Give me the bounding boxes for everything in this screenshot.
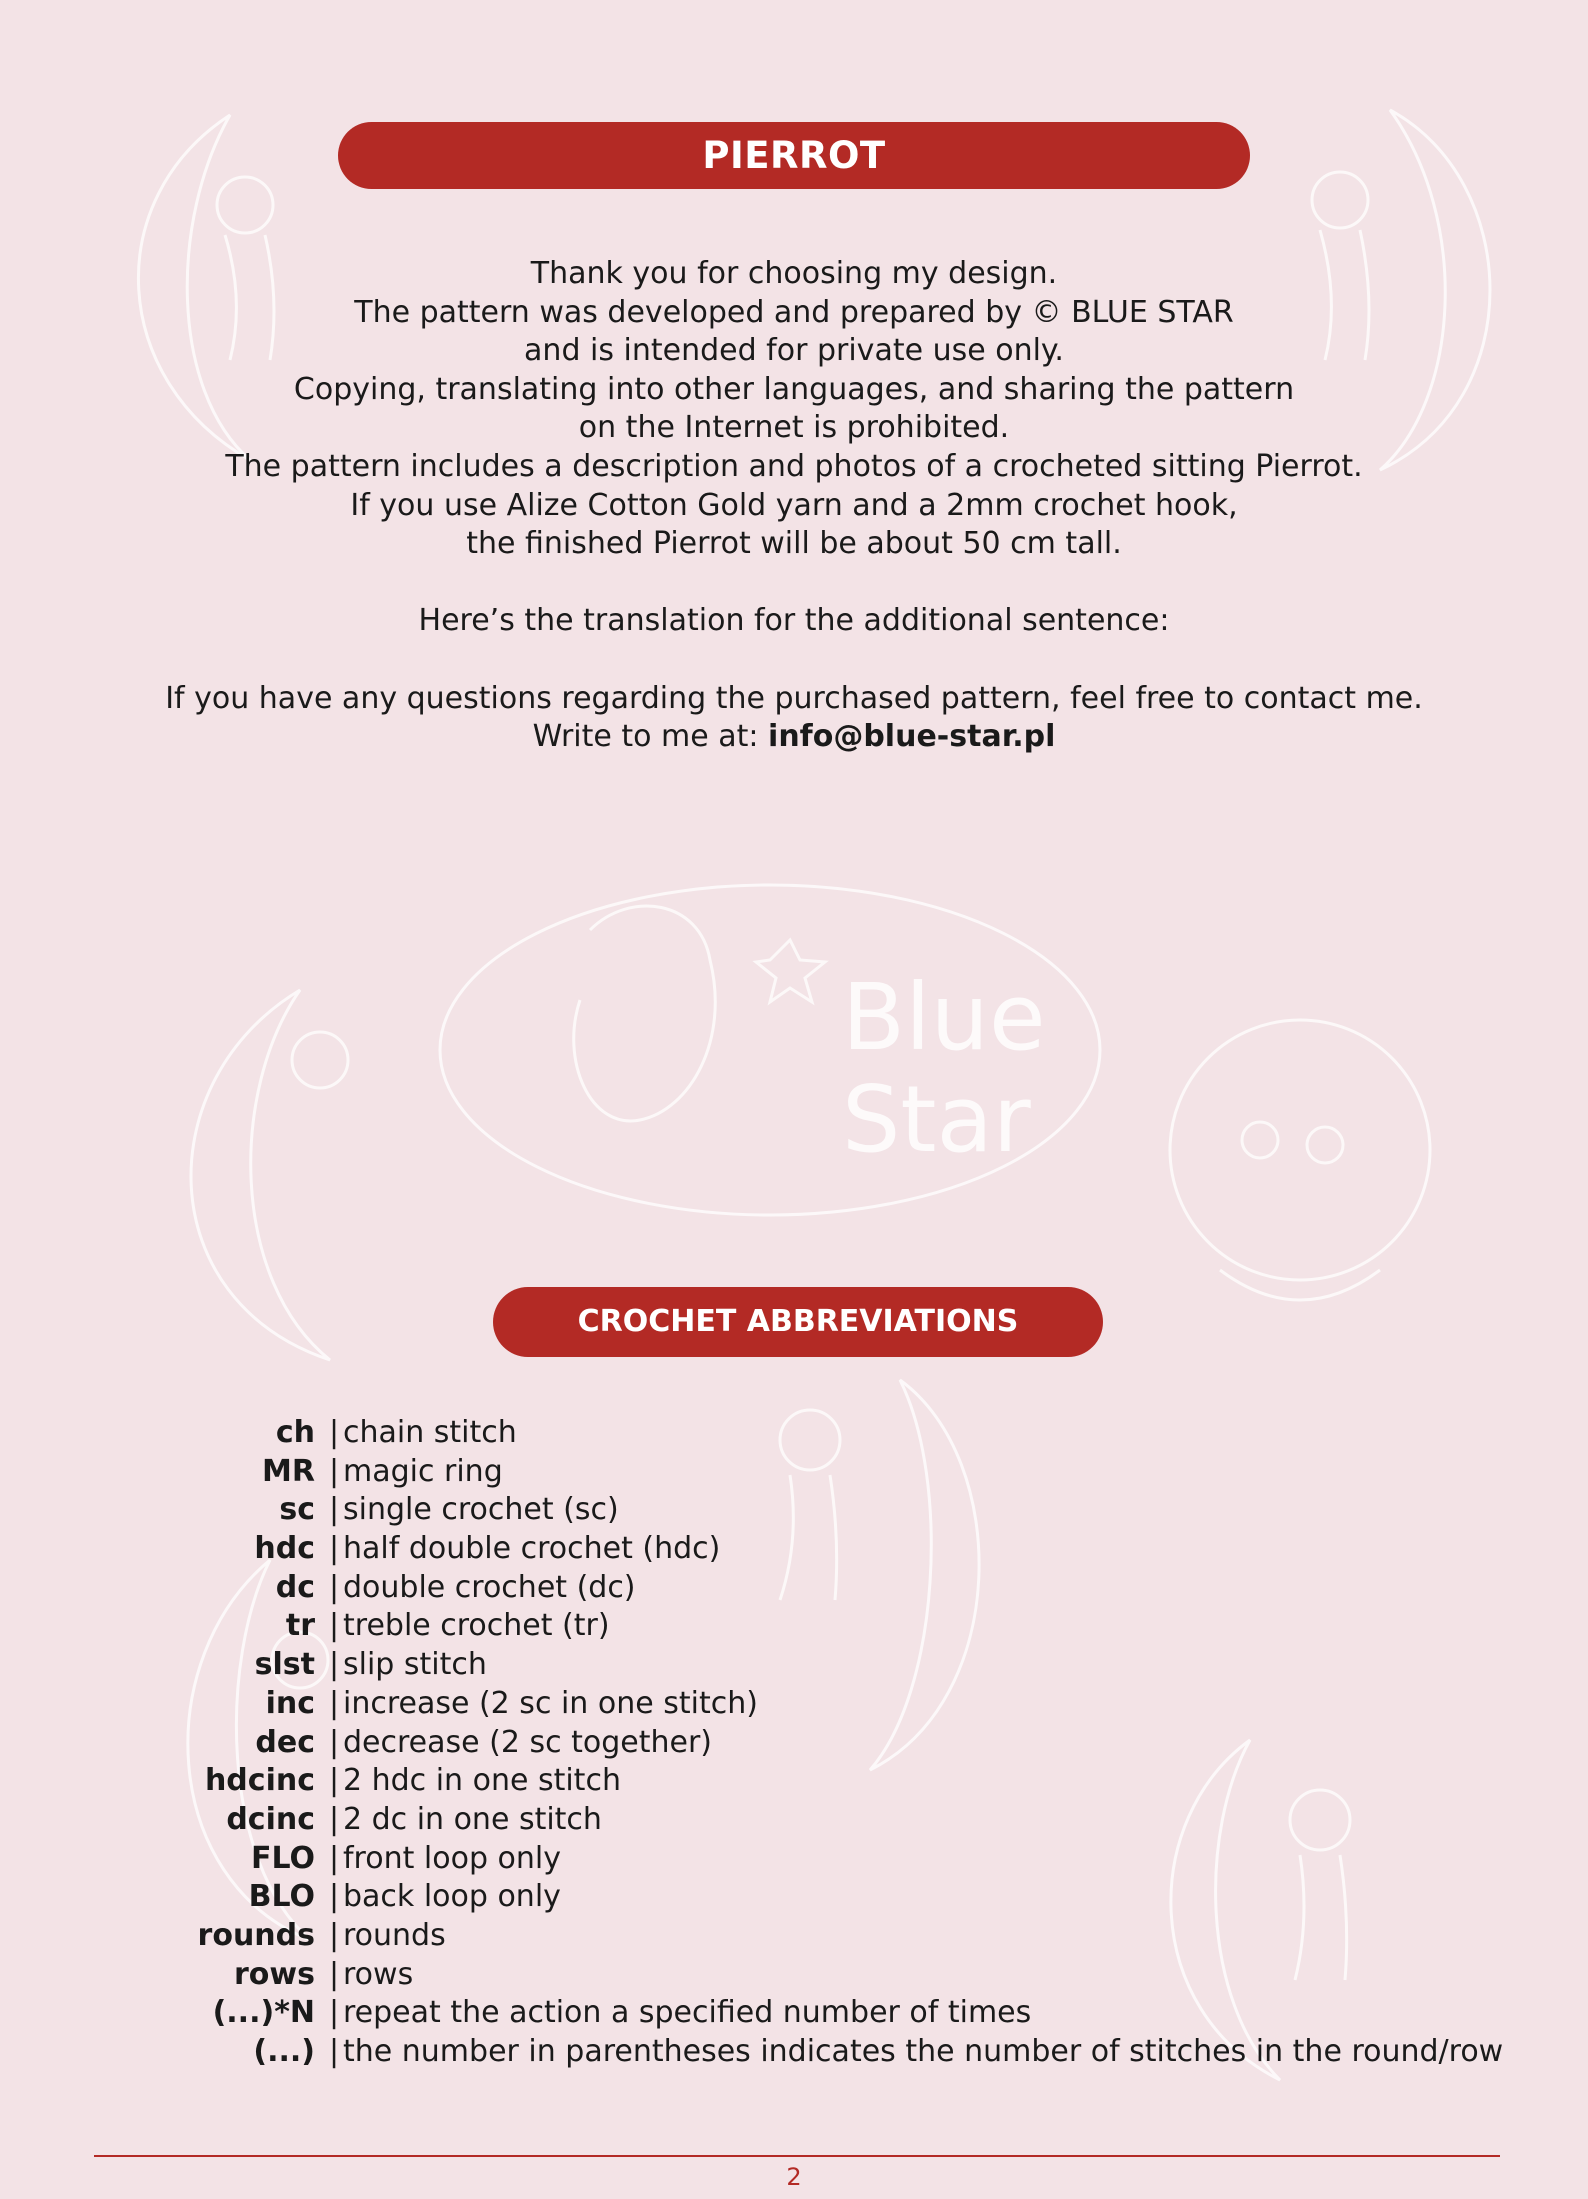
abbreviation-key: rounds [197,1917,315,1953]
abbreviation-description: rows [343,1956,414,1992]
abbreviation-separator: | [329,1569,340,1605]
abbreviation-key: slst [254,1647,315,1683]
abbreviation-separator: | [329,1685,340,1721]
abbreviation-description: 2 hdc in one stitch [343,1763,621,1799]
abbreviation-description: slip stitch [343,1647,487,1683]
abbreviation-key: (...)*N [212,1995,315,2031]
abbreviation-row [100,1917,1560,1956]
abbreviation-row [100,1724,1560,1763]
contact-line: If you have any questions regarding the purchased pattern, feel free to contact me. [165,680,1423,716]
abbreviation-separator: | [329,1801,340,1837]
abbreviation-separator: | [329,1531,340,1567]
abbreviation-separator: | [329,1995,340,2031]
abbreviation-separator: | [329,1840,340,1876]
abbreviation-key: BLO [248,1879,315,1915]
abbreviation-separator: | [329,1917,340,1953]
write-to-line [0,718,1588,757]
title-banner: PIERROT [338,122,1250,189]
abbreviation-row [100,2033,1560,2072]
abbreviation-separator: | [329,1608,340,1644]
abbreviation-row [100,1762,1560,1801]
abbreviation-key: rows [234,1956,315,1992]
abbreviation-description: repeat the action a specified number of times [343,1995,1032,2031]
abbreviation-row [100,1840,1560,1879]
abbreviation-separator: | [329,1956,340,1992]
abbreviation-separator: | [329,1647,340,1683]
intro-line: Copying, translating into other languages, and sharing the pattern [293,371,1295,407]
abbreviation-separator: | [329,1415,340,1450]
abbreviation-row [100,1801,1560,1840]
intro-line: on the Internet is prohibited. [578,410,1010,446]
abbreviation-row [100,1491,1560,1530]
translation-note: Here’s the translation for the additional sentence: [418,603,1170,639]
abbreviation-key: FLO [250,1840,315,1876]
abbreviation-row [100,1569,1560,1608]
abbreviation-separator: | [329,1724,340,1760]
abbreviation-row [100,1685,1560,1724]
abbreviation-key: sc [279,1492,315,1528]
abbreviation-row [100,1956,1560,1995]
abbreviation-key: ch [275,1415,315,1450]
abbreviation-description: double crochet (dc) [343,1569,636,1605]
abbreviations-banner: CROCHET ABBREVIATIONS [493,1287,1103,1357]
intro-line: The pattern includes a description and photos of a crocheted sitting Pierrot. [225,448,1363,484]
write-prefix: Write to me at: [532,719,769,755]
abbreviation-key: dc [275,1569,315,1605]
abbreviation-key: (...) [253,2034,315,2069]
abbreviation-key: MR [262,1453,315,1489]
logo-text-line1: Blue [842,964,1046,1071]
abbreviation-description: back loop only [343,1879,561,1915]
abbreviation-description: chain stitch [343,1415,517,1450]
abbreviation-separator: | [329,2034,340,2069]
abbreviation-separator: | [329,1879,340,1915]
abbreviation-separator: | [329,1763,340,1799]
abbreviation-row [100,1607,1560,1646]
abbreviation-description: single crochet (sc) [343,1492,619,1528]
abbreviation-row [100,1994,1560,2033]
abbreviation-key: dec [255,1724,315,1760]
logo-text-line2: Star [842,1066,1031,1173]
abbreviation-separator: | [329,1453,340,1489]
intro-line: The pattern was developed and prepared by © BLUE STAR [354,294,1234,330]
abbreviation-description: half double crochet (hdc) [343,1531,721,1567]
abbreviation-description: treble crochet (tr) [343,1608,610,1644]
abbreviation-key: tr [285,1608,315,1644]
abbreviation-description: magic ring [343,1453,503,1489]
email-link[interactable]: info@blue-star.pl [768,719,1056,755]
intro-line: If you use Alize Cotton Gold yarn and a 2mm crochet hook, [350,487,1238,523]
intro-line: and is intended for private use only. [524,333,1064,369]
abbreviation-key: inc [265,1685,315,1721]
abbreviation-separator: | [329,1492,340,1528]
abbreviation-description: rounds [343,1917,446,1953]
abbreviation-key: hdcinc [204,1763,315,1799]
abbreviation-description: front loop only [343,1840,561,1876]
abbreviation-row [100,1646,1560,1685]
intro-line: the finished Pierrot will be about 50 cm tall. [466,526,1122,562]
abbreviation-row [100,1878,1560,1917]
intro-line: Thank you for choosing my design. [530,256,1058,291]
abbreviation-description: increase (2 sc in one stitch) [343,1685,758,1721]
abbreviation-row [100,1453,1560,1492]
footer-divider [94,2155,1500,2157]
abbreviations-list [100,1414,1560,2072]
abbreviation-description: 2 dc in one stitch [343,1801,602,1837]
abbreviation-key: dcinc [226,1801,315,1837]
abbreviation-description: decrease (2 sc together) [343,1724,713,1760]
abbreviation-row [100,1414,1560,1453]
abbreviation-key: hdc [254,1531,315,1567]
abbreviation-row [100,1530,1560,1569]
page-number: 2 [786,2163,802,2191]
abbreviation-description: the number in parentheses indicates the number of stitches in the round/row [343,2034,1504,2069]
intro-text [0,255,1588,757]
